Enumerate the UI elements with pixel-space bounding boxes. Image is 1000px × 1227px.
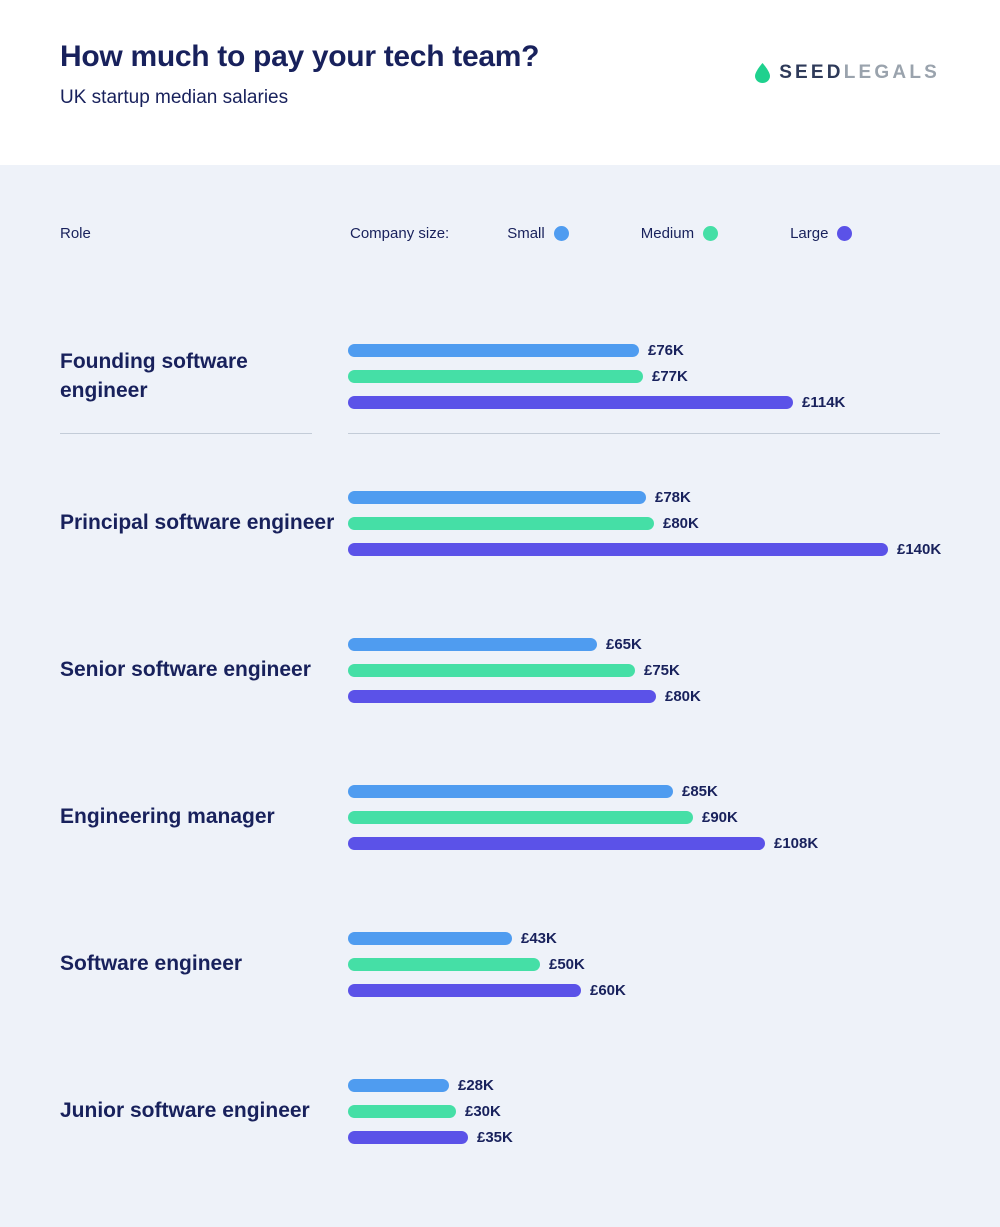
legend [350, 225, 852, 242]
legend-dot-large-icon [837, 226, 852, 241]
brand-logo [755, 62, 940, 84]
row-bars [348, 344, 940, 410]
page-subtitle: UK startup median salaries [60, 87, 289, 108]
bar-medium [348, 1105, 456, 1118]
legend-label-large: Large [790, 225, 829, 242]
bar-line-medium [348, 370, 940, 384]
bar-large [348, 1131, 468, 1144]
brand-name-legals: LEGALS [843, 62, 940, 83]
bar-value-medium: £75K [644, 662, 680, 679]
bar-medium [348, 370, 643, 383]
bar-value-small: £78K [655, 489, 691, 506]
bar-small [348, 1079, 449, 1092]
bar-value-small: £65K [606, 636, 642, 653]
bar-line-large [348, 837, 940, 851]
bar-value-large: £35K [477, 1129, 513, 1146]
row-label: Junior software engineer [60, 1099, 310, 1123]
bar-small [348, 638, 597, 651]
bar-large [348, 396, 793, 409]
row-bars [348, 638, 940, 704]
bar-line-small [348, 491, 941, 505]
legend-dot-medium-icon [703, 226, 718, 241]
brand-name-seed: SEED [779, 62, 844, 83]
bar-value-small: £85K [682, 783, 718, 800]
bar-line-large [348, 396, 940, 410]
bar-medium [348, 958, 540, 971]
bar-value-small: £76K [648, 342, 684, 359]
bar-small [348, 785, 673, 798]
bar-value-large: £108K [774, 835, 819, 852]
bar-value-medium: £50K [549, 956, 585, 973]
header [0, 0, 1000, 165]
bar-medium [348, 811, 693, 824]
row-label: Principal software engineer [60, 511, 335, 535]
bar-small [348, 344, 639, 357]
bar-line-medium [348, 517, 941, 531]
row-label: Founding software engineer [60, 350, 248, 402]
chart-row [60, 303, 940, 450]
legend-item-medium [641, 225, 718, 242]
bar-line-medium [348, 1105, 940, 1119]
bar-value-medium: £80K [663, 515, 699, 532]
bar-line-small [348, 1079, 940, 1093]
bar-value-large: £140K [897, 541, 942, 558]
chart-row [60, 744, 940, 891]
bar-line-small [348, 638, 940, 652]
row-bars [348, 1079, 940, 1145]
bar-small [348, 932, 512, 945]
bar-line-small [348, 785, 940, 799]
bar-value-large: £80K [665, 688, 701, 705]
chart-rows [60, 303, 940, 1185]
bar-large [348, 837, 765, 850]
bar-value-medium: £90K [702, 809, 738, 826]
row-bars [348, 932, 940, 998]
legend-label-medium: Medium [640, 225, 695, 242]
bar-large [348, 543, 888, 556]
bar-line-small [348, 932, 940, 946]
role-column-header: Role [60, 225, 91, 242]
bar-line-small [348, 344, 940, 358]
row-label: Senior software engineer [60, 658, 311, 682]
water-drop-icon [755, 63, 770, 83]
legend-dot-small-icon [554, 226, 569, 241]
row-bars [348, 785, 940, 851]
chart-row [60, 1038, 940, 1185]
bar-line-medium [348, 811, 940, 825]
chart-row [60, 450, 940, 597]
bar-value-medium: £30K [465, 1103, 501, 1120]
bar-line-large [348, 690, 940, 704]
bar-value-small: £28K [458, 1077, 494, 1094]
row-bars [348, 491, 941, 557]
chart-row [60, 891, 940, 1038]
legend-label-small: Small [507, 225, 545, 242]
bar-medium [348, 517, 654, 530]
bar-medium [348, 664, 635, 677]
bar-value-medium: £77K [652, 368, 688, 385]
bar-line-large [348, 543, 941, 557]
chart-row [60, 597, 940, 744]
bar-small [348, 491, 646, 504]
bar-line-medium [348, 664, 940, 678]
row-label: Engineering manager [60, 805, 275, 829]
chart-area [0, 165, 1000, 1227]
legend-item-small [507, 225, 569, 242]
bar-large [348, 984, 581, 997]
brand-name [779, 62, 940, 84]
bar-line-large [348, 1131, 940, 1145]
bar-large [348, 690, 656, 703]
legend-item-large [790, 225, 852, 242]
bar-line-large [348, 984, 940, 998]
bar-line-medium [348, 958, 940, 972]
company-size-label: Company size: [350, 225, 450, 242]
bar-value-large: £60K [590, 982, 626, 999]
legend-row [60, 165, 940, 273]
bar-value-small: £43K [521, 930, 557, 947]
row-label: Software engineer [60, 952, 243, 976]
page-title: How much to pay your tech team? [60, 40, 540, 73]
bar-value-large: £114K [802, 394, 846, 411]
